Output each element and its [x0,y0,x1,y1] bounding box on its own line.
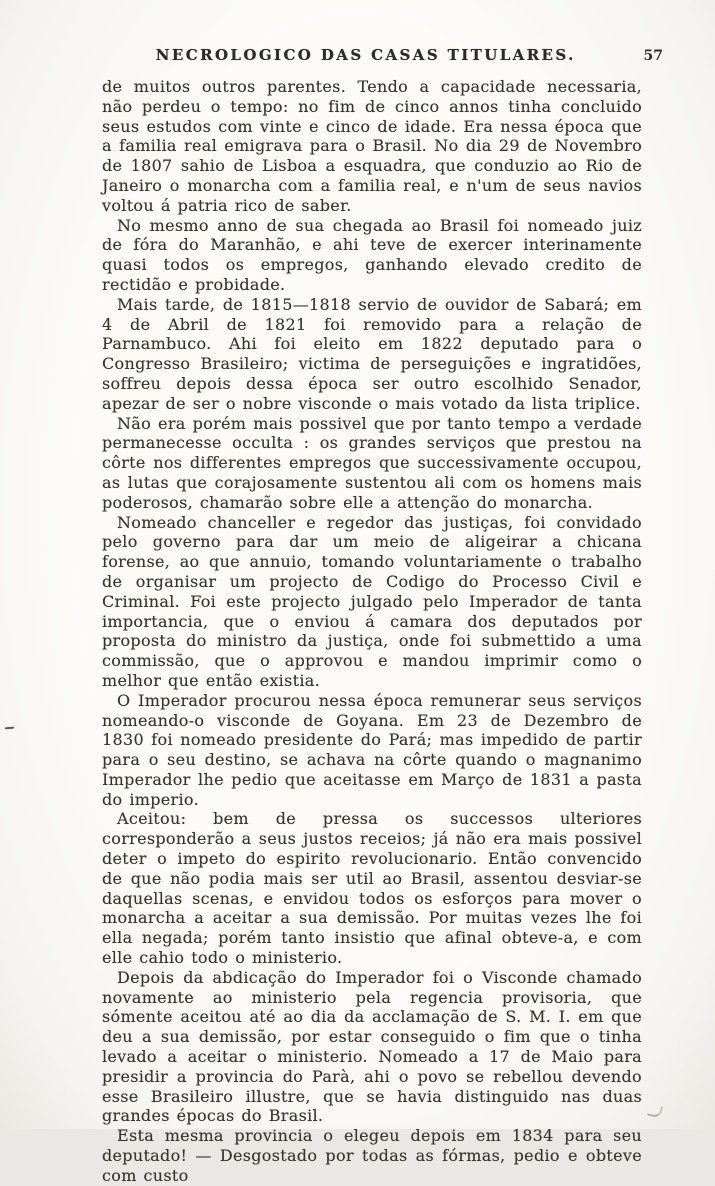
paragraph: Esta mesma provincia o elegeu depois em 1834 para seu deputado! — Desgostado por todas as fórmas, pedio e obteve com custo [102,1126,642,1185]
paragraph: Aceitou: bem de pressa os successos ulteriores corresponderão a seus justos receios; já não era mais possivel deter o impeto do espirito revolucionario. Então convencido de que não podia mais ser util ao Brasil, assentou desviar-se daquellas scenas, e envidou todos os esforços para mover o monarcha a aceitar a sua demissão. Por muitas vezes lhe foi ella negada; porém tanto insistio que afinal obteve-a, e com elle cahio todo o ministerio. [102,809,642,968]
scan-artifact-margin-dash [5,727,14,730]
paragraph-continuation: de muitos outros parentes. Tendo a capacidade necessaria, não perdeu o tempo: no fim de cinco annos tinha concluido seus estudos com vinte e cinco de idade. Era nessa época que a familia real emigrava para o Brasil. No dia 29 de Novembro de 1807 sahio de Lisboa a esquadra, que conduzio ao Rio de Janeiro o monarcha com a familia real, e n'um de seus navios voltou á patria rico de saber. [102,77,642,215]
page-header [102,46,663,64]
body-text-block [102,77,642,1186]
paragraph: O Imperador procurou nessa época remunerar seus serviços nomeando-o visconde de Goyana. Em 23 de Dezembro de 1830 foi nomeado presidente do Pará; mas impedido de partir para o seu destino, se achava na côrte quando o magnanimo Imperador lhe pedio que aceitasse em Março de 1831 a pasta do imperio. [102,690,642,809]
paragraph: Nomeado chanceller e regedor das justiças, foi convidado pelo governo para dar um meio de aligeirar a chicana forense, ao que annuio, tomando voluntariamente o trabalho de organisar um projecto de Codigo do Processo Civil e Criminal. Foi este projecto julgado pelo Imperador de tanta importancia, que o enviou á camara dos deputados por proposta do ministro da justiça, onde foi submettido a uma commissão, que o approvou e mandou imprimir como o melhor que então existia. [102,512,642,690]
page-number: 57 [643,48,663,64]
paragraph: Mais tarde, de 1815—1818 servio de ouvidor de Sabará; em 4 de Abril de 1821 foi removido para a relação de Parnambuco. Ahi foi eleito em 1822 deputado para o Congresso Brasileiro; victima de perseguições e ingratidões, soffreu depois dessa época ser outro escolhido Senador, apezar de ser o nobre visconde o mais votado da lista triplice. [102,294,642,413]
running-header-title: NECROLOGICO DAS CASAS TITULARES. [155,46,576,64]
paragraph: Depois da abdicação do Imperador foi o Visconde chamado novamente ao ministerio pela regencia provisoria, que sómente aceitou até ao dia da acclamação de S. M. I. em que deu a sua demissão, por estar conseguido o fim que o tinha levado a aceitar o ministerio. Nomeado a 17 de Maio para presidir a provincia do Parà, ahi o povo se rebellou devendo esse Brasileiro illustre, que se havia distinguido nas duas grandes épocas do Brasil. [102,967,642,1126]
paragraph: No mesmo anno de sua chegada ao Brasil foi nomeado juiz de fóra do Maranhão, e ahi teve de exercer interinamente quasi todos os empregos, ganhando elevado credito de rectidão e probidade. [102,215,642,294]
scan-artifact-corner-smudge [647,1104,663,1119]
paragraph: Não era porém mais possivel que por tanto tempo a verdade permanecesse occulta : os grandes serviços que prestou na côrte nos differentes empregos que successivamente occupou, as lutas que corajosamente sustentou ali com os homens mais poderosos, chamarão sobre elle a attenção do monarcha. [102,413,642,512]
